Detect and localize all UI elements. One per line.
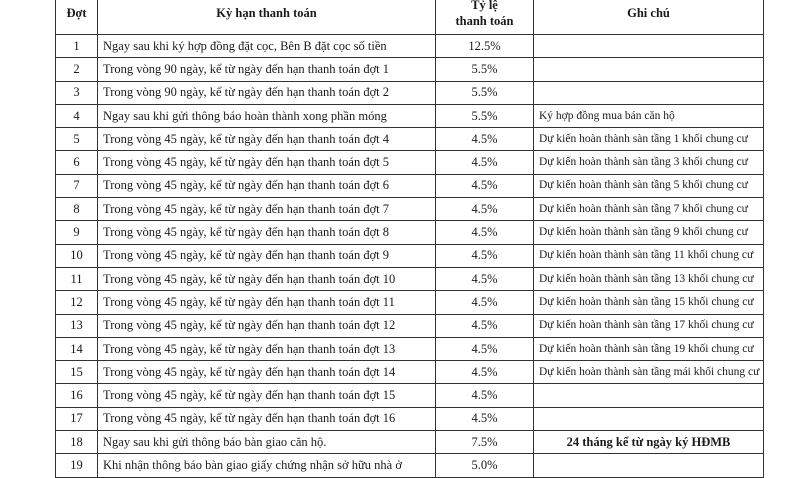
cell-dot: 18 [56, 431, 98, 454]
cell-note [534, 407, 764, 430]
cell-note: Dự kiến hoàn thành sàn tầng 9 khối chung cư [534, 221, 764, 244]
cell-term: Trong vòng 90 ngày, kể từ ngày đến hạn thanh toán đợt 2 [98, 81, 436, 104]
cell-note: Dự kiến hoàn thành sàn tầng 17 khối chung cư [534, 314, 764, 337]
table-row [56, 244, 764, 267]
cell-term: Trong vòng 90 ngày, kể từ ngày đến hạn thanh toán đợt 1 [98, 58, 436, 81]
cell-dot: 1 [56, 35, 98, 58]
payment-schedule-table [55, 0, 764, 478]
cell-note: Dự kiến hoàn thành sàn tầng 13 khối chung cư [534, 267, 764, 290]
table-row [56, 407, 764, 430]
cell-note: 24 tháng kể từ ngày ký HĐMB [534, 431, 764, 454]
cell-note: Ký hợp đồng mua bán căn hộ [534, 104, 764, 127]
header-ratio-line2: thanh toán [455, 14, 514, 28]
cell-dot: 7 [56, 174, 98, 197]
table-row [56, 104, 764, 127]
header-ratio-line1: Tỷ lệ [471, 0, 498, 12]
header-note: Ghi chú [534, 0, 764, 35]
cell-term: Trong vòng 45 ngày, kể từ ngày đến hạn thanh toán đợt 10 [98, 267, 436, 290]
cell-term: Trong vòng 45 ngày, kể từ ngày đến hạn thanh toán đợt 13 [98, 337, 436, 360]
table-row [56, 431, 764, 454]
cell-percent: 4.5% [436, 291, 534, 314]
cell-dot: 4 [56, 104, 98, 127]
cell-percent: 4.5% [436, 384, 534, 407]
cell-dot: 19 [56, 454, 98, 477]
table-row [56, 128, 764, 151]
cell-term: Trong vòng 45 ngày, kể từ ngày đến hạn thanh toán đợt 7 [98, 198, 436, 221]
header-term: Kỳ hạn thanh toán [98, 0, 436, 35]
cell-percent: 5.5% [436, 58, 534, 81]
cell-dot: 17 [56, 407, 98, 430]
cell-note: Dự kiến hoàn thành sàn tầng 15 khối chung cư [534, 291, 764, 314]
cell-term: Trong vòng 45 ngày, kể từ ngày đến hạn thanh toán đợt 15 [98, 384, 436, 407]
cell-dot: 3 [56, 81, 98, 104]
cell-note: Dự kiến hoàn thành sàn tầng 19 khối chung cư [534, 337, 764, 360]
cell-note: Dự kiến hoàn thành sàn tầng 11 khối chung cư [534, 244, 764, 267]
table-row [56, 198, 764, 221]
cell-percent: 5.0% [436, 454, 534, 477]
cell-dot: 14 [56, 337, 98, 360]
table-row [56, 58, 764, 81]
cell-term: Trong vòng 45 ngày, kể từ ngày đến hạn thanh toán đợt 4 [98, 128, 436, 151]
cell-term: Khi nhận thông báo bàn giao giấy chứng nhận sở hữu nhà ở [98, 454, 436, 477]
table-header-row [56, 0, 764, 35]
cell-term: Ngay sau khi gửi thông báo bàn giao căn hộ. [98, 431, 436, 454]
cell-dot: 8 [56, 198, 98, 221]
cell-dot: 6 [56, 151, 98, 174]
table-row [56, 221, 764, 244]
cell-dot: 15 [56, 361, 98, 384]
cell-note [534, 35, 764, 58]
table-row [56, 35, 764, 58]
cell-term: Trong vòng 45 ngày, kể từ ngày đến hạn thanh toán đợt 5 [98, 151, 436, 174]
cell-term: Trong vòng 45 ngày, kể từ ngày đến hạn thanh toán đợt 16 [98, 407, 436, 430]
cell-note: Dự kiến hoàn thành sàn tầng 5 khối chung cư [534, 174, 764, 197]
cell-term: Trong vòng 45 ngày, kể từ ngày đến hạn thanh toán đợt 9 [98, 244, 436, 267]
header-dot: Đợt [56, 0, 98, 35]
cell-dot: 16 [56, 384, 98, 407]
cell-term: Trong vòng 45 ngày, kể từ ngày đến hạn thanh toán đợt 6 [98, 174, 436, 197]
cell-note: Dự kiến hoàn thành sàn tầng 7 khối chung cư [534, 198, 764, 221]
cell-term: Trong vòng 45 ngày, kể từ ngày đến hạn thanh toán đợt 12 [98, 314, 436, 337]
cell-dot: 2 [56, 58, 98, 81]
table-row [56, 291, 764, 314]
cell-note [534, 454, 764, 477]
cell-percent: 4.5% [436, 174, 534, 197]
cell-percent: 4.5% [436, 128, 534, 151]
cell-term: Ngay sau khi ký hợp đồng đặt cọc, Bên B đặt cọc số tiền [98, 35, 436, 58]
cell-percent: 4.5% [436, 221, 534, 244]
cell-percent: 4.5% [436, 407, 534, 430]
cell-percent: 4.5% [436, 314, 534, 337]
cell-term: Ngay sau khi gửi thông báo hoàn thành xong phần móng [98, 104, 436, 127]
cell-percent: 5.5% [436, 81, 534, 104]
cell-percent: 12.5% [436, 35, 534, 58]
cell-dot: 12 [56, 291, 98, 314]
cell-note: Dự kiến hoàn thành sàn tầng mái khối chung cư [534, 361, 764, 384]
cell-percent: 5.5% [436, 104, 534, 127]
cell-note [534, 58, 764, 81]
table-row [56, 81, 764, 104]
table-row [56, 361, 764, 384]
cell-term: Trong vòng 45 ngày, kể từ ngày đến hạn thanh toán đợt 11 [98, 291, 436, 314]
cell-note [534, 384, 764, 407]
cell-note: Dự kiến hoàn thành sàn tầng 3 khối chung cư [534, 151, 764, 174]
cell-dot: 10 [56, 244, 98, 267]
cell-percent: 4.5% [436, 151, 534, 174]
cell-percent: 7.5% [436, 431, 534, 454]
cell-percent: 4.5% [436, 198, 534, 221]
cell-percent: 4.5% [436, 337, 534, 360]
cell-note [534, 81, 764, 104]
table-row [56, 174, 764, 197]
cell-percent: 4.5% [436, 267, 534, 290]
cell-term: Trong vòng 45 ngày, kể từ ngày đến hạn thanh toán đợt 8 [98, 221, 436, 244]
header-ratio [436, 0, 534, 35]
table-body [56, 35, 764, 478]
table-row [56, 314, 764, 337]
cell-percent: 4.5% [436, 361, 534, 384]
cell-term: Trong vòng 45 ngày, kể từ ngày đến hạn thanh toán đợt 14 [98, 361, 436, 384]
cell-note: Dự kiến hoàn thành sàn tầng 1 khối chung cư [534, 128, 764, 151]
table-row [56, 384, 764, 407]
table-row [56, 337, 764, 360]
cell-percent: 4.5% [436, 244, 534, 267]
table-row [56, 454, 764, 477]
cell-dot: 5 [56, 128, 98, 151]
cell-dot: 11 [56, 267, 98, 290]
cell-dot: 13 [56, 314, 98, 337]
cell-dot: 9 [56, 221, 98, 244]
table-row [56, 151, 764, 174]
table-row [56, 267, 764, 290]
